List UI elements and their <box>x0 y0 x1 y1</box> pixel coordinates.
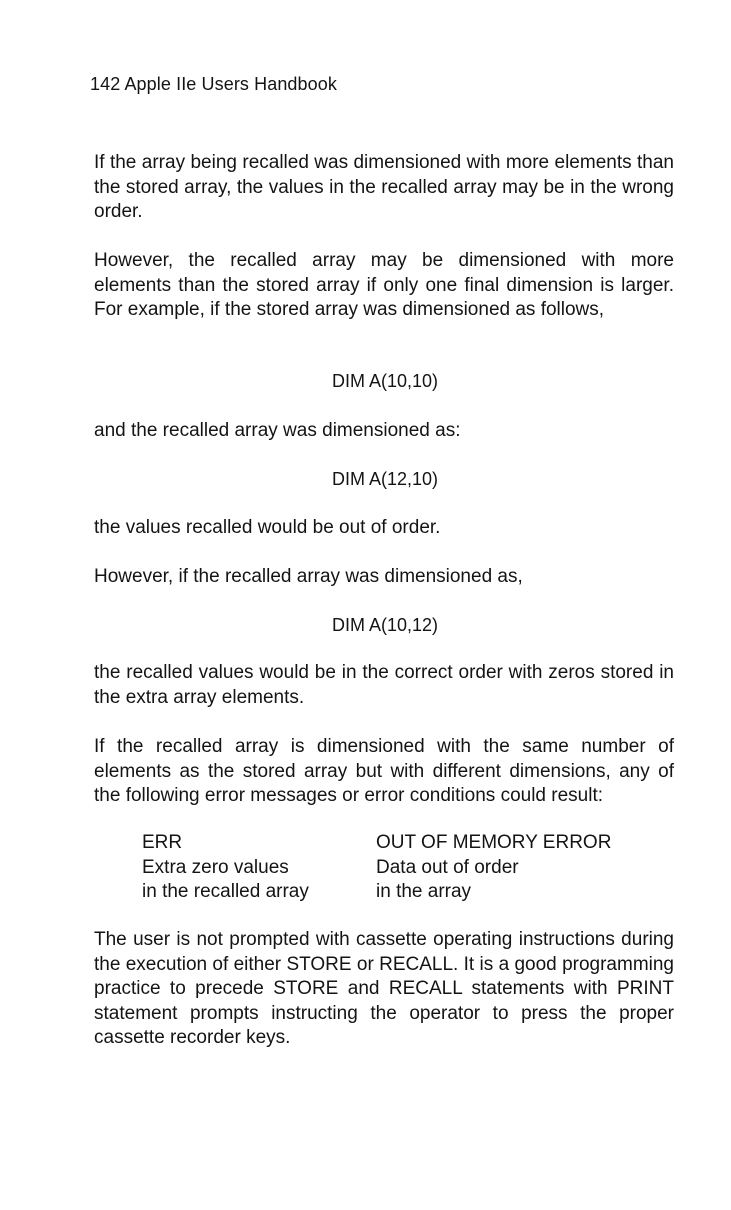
running-head <box>90 74 337 95</box>
error-left-line: Extra zero values <box>142 856 289 878</box>
error-right-line: in the array <box>376 881 472 902</box>
page-number: 142 <box>90 74 121 94</box>
paragraph-recalled-dimensioned-as: and the recalled array was dimensioned as: <box>94 420 461 441</box>
paragraph-correct-order-zeros: the recalled values would be in the correct order with zeros stored in the extra array elements. <box>94 662 674 708</box>
paragraph-final-dimension-larger: However, the recalled array may be dimensioned with more elements than the stored array if only one final dimension is larger. For example, if the stored array was dimensioned as follows, <box>94 250 674 320</box>
code-dim-stored: DIM A(10,10) <box>331 371 439 391</box>
error-right-line: OUT OF MEMORY ERROR <box>376 832 612 853</box>
paragraph-out-of-order: the values recalled would be out of order. <box>94 517 441 538</box>
error-table-right-column <box>376 831 611 905</box>
error-table-left-column <box>142 831 309 905</box>
error-left-line: ERR <box>142 832 183 853</box>
code-dim-recalled-correct: DIM A(10,12) <box>331 615 439 635</box>
paragraph-cassette-instructions: The user is not prompted with cassette operating instructions during the execution of either STORE or RECALL. It is a good programming practice to precede STORE and RECALL statements with PRINT statement prompts instructing the operator to press the proper cassette recorder keys. <box>94 929 674 1048</box>
book-title: Apple IIe Users Handbook <box>124 74 337 94</box>
paragraph-however-dimensioned: However, if the recalled array was dimensioned as, <box>94 566 523 587</box>
code-dim-recalled-wrong: DIM A(12,10) <box>331 469 439 489</box>
error-left-line: in the recalled array <box>142 881 309 902</box>
paragraph-same-number-elements: If the recalled array is dimensioned with the same number of elements as the stored array but with different dimensions, any of the following error messages or error conditions could result: <box>94 736 674 806</box>
paragraph-recalled-more-elements: If the array being recalled was dimensioned with more elements than the stored array, the values in the recalled array may be in the wrong order. <box>94 152 674 222</box>
error-right-line: Data out of order <box>376 856 519 878</box>
